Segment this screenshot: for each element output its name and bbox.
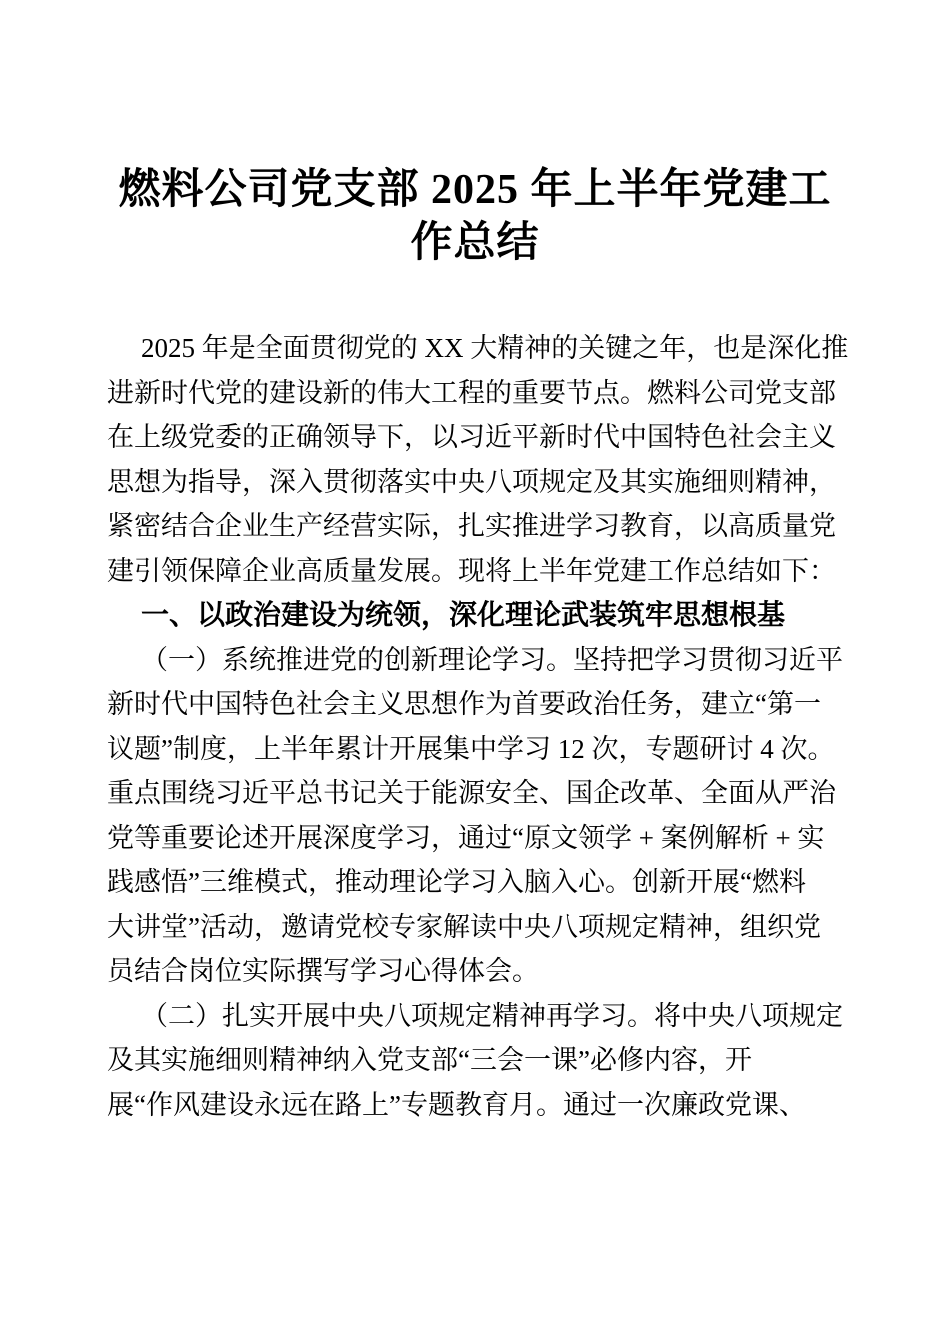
text-line: 展“作风建设永远在路上”专题教育月。通过一次廉政党课、	[107, 1089, 806, 1120]
text-line: 及其实施细则精神纳入党支部“三会一课”必修内容，开	[107, 1045, 752, 1075]
section-1-heading	[107, 593, 815, 638]
intro-paragraph	[107, 326, 849, 593]
document-title-line-2: 作总结	[410, 220, 540, 266]
text-line: 重点围绕习近平总书记关于能源安全、国企改革、全面从严治	[107, 778, 836, 808]
document-title-line-1: 燃料公司党支部 2025 年上半年党建工	[118, 167, 832, 213]
text-line: （二）扎实开展中央八项规定精神再学习。将中央八项规定	[141, 1000, 843, 1031]
text-line: 新时代中国特色社会主义思想作为首要政治任务，建立“第一	[107, 689, 821, 719]
document-body	[107, 326, 849, 1127]
text-line: 大讲堂”活动，邀请党校专家解读中央八项规定精神，组织党	[107, 911, 821, 942]
text-line: 践感悟”三维模式，推动理论学习入脑入心。创新开展“燃料	[107, 867, 806, 897]
text-line: 紧密结合企业生产经营实际，扎实推进学习教育，以高质量党	[107, 511, 836, 541]
text-line: 员结合岗位实际撰写学习心得体会。	[107, 956, 539, 986]
text-line: 进新时代党的建设新的伟大工程的重要节点。燃料公司党支部	[107, 377, 836, 408]
text-line: 2025 年是全面贯彻党的 XX 大精神的关键之年，也是深化推	[141, 333, 849, 363]
section-1-item-1-paragraph	[107, 638, 843, 994]
section-1-item-2-paragraph	[107, 994, 843, 1128]
text-line: 一、以政治建设为统领，深化理论武装筑牢思想根基	[141, 599, 786, 630]
text-line: （一）系统推进党的创新理论学习。坚持把学习贯彻习近平	[141, 644, 843, 675]
text-line: 在上级党委的正确领导下，以习近平新时代中国特色社会主义	[107, 422, 836, 452]
document-title	[0, 0, 950, 270]
text-line: 议题”制度，上半年累计开展集中学习 12 次，专题研讨 4 次。	[107, 733, 835, 764]
text-line: 思想为指导，深入贯彻落实中央八项规定及其实施细则精神，	[107, 466, 836, 497]
text-line: 建引领保障企业高质量发展。现将上半年党建工作总结如下：	[107, 555, 836, 586]
text-line: 党等重要论述开展深度学习，通过“原文领学 + 案例解析 + 实	[107, 822, 825, 853]
